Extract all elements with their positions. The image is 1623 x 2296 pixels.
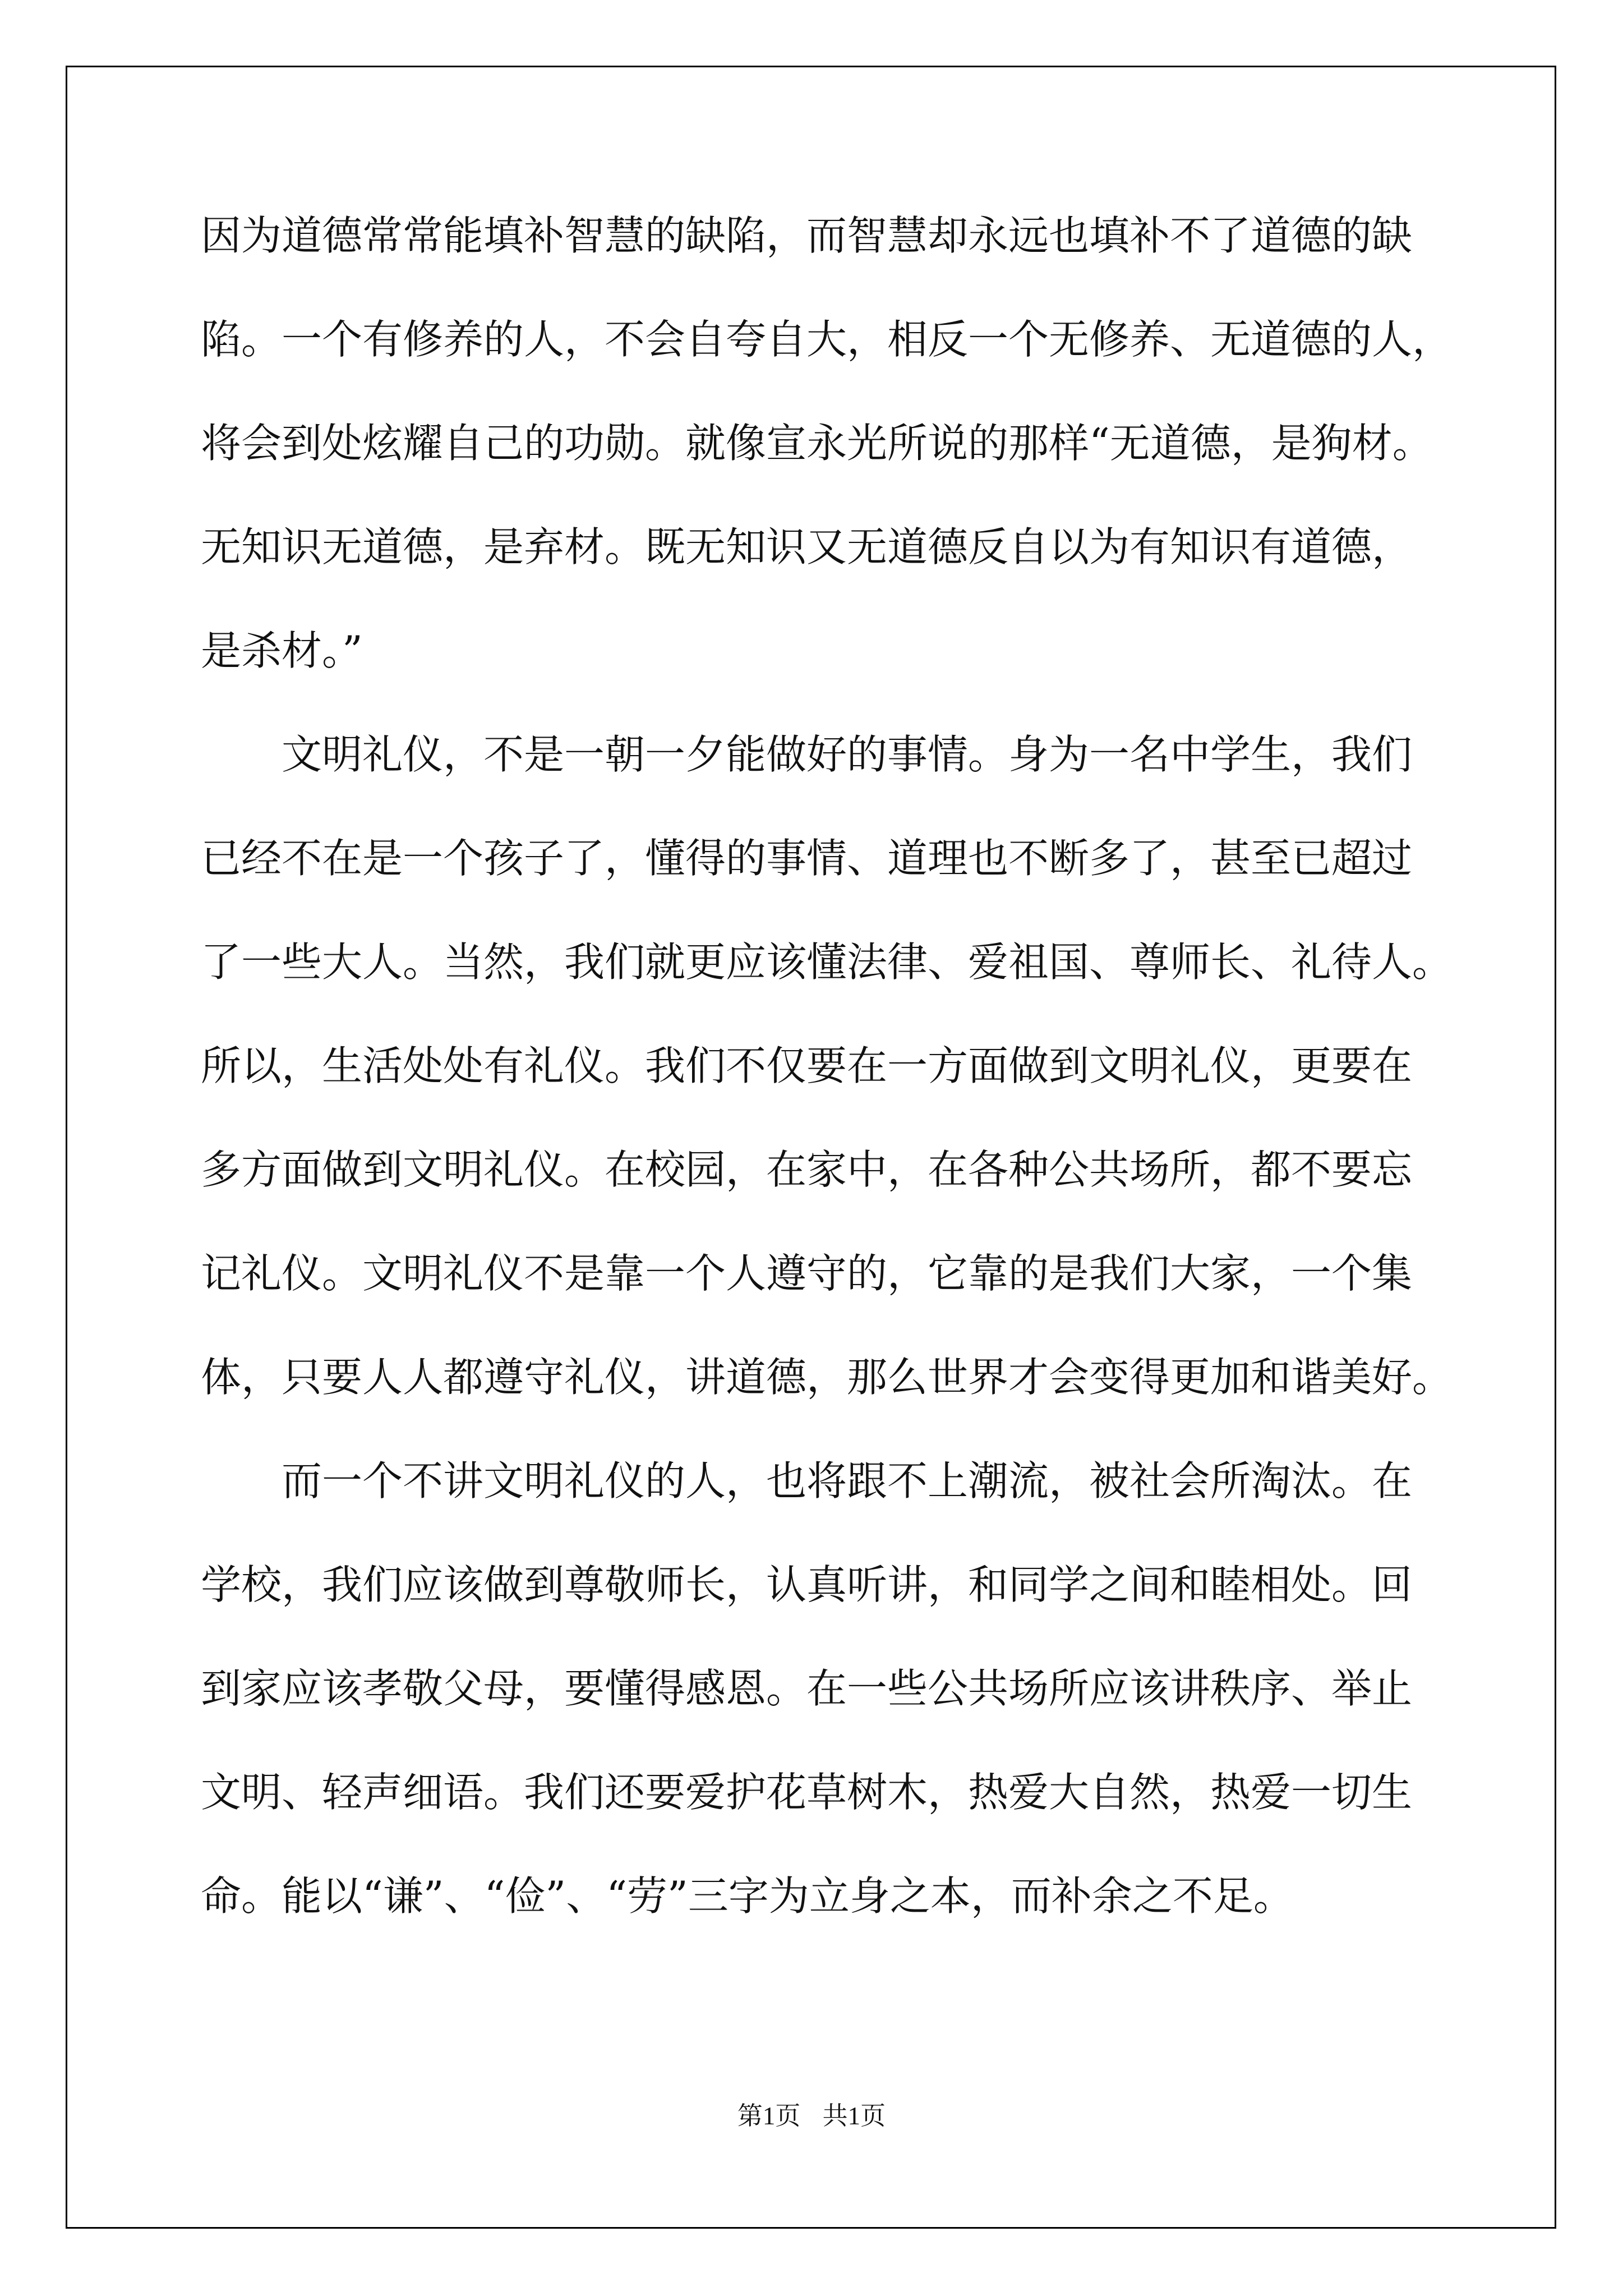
- text-line: 学校，我们应该做到尊敬师长，认真听讲，和同学之间和睦相处。回: [201, 1561, 1413, 1608]
- text-line: 到家应该孝敬父母，要懂得感恩。在一些公共场所应该讲秩序、举止: [201, 1665, 1413, 1712]
- text-line: 多方面做到文明礼仪。在校园，在家中，在各种公共场所，都不要忘: [201, 1146, 1413, 1193]
- text-line: 因为道德常常能填补智慧的缺陷，而智慧却永远也填补不了道德的缺: [201, 212, 1413, 259]
- page-footer: [0, 2095, 1623, 2132]
- text-line: 将会到处炫耀自己的功勋。就像宣永光所说的那样“无道德，是狗材。: [201, 420, 1433, 467]
- text-line: 已经不在是一个孩子了，懂得的事情、道理也不断多了，甚至已超过: [201, 835, 1413, 882]
- text-line: 所以，生活处处有礼仪。我们不仅要在一方面做到文明礼仪，更要在: [201, 1042, 1413, 1089]
- text-line: 命。能以“谦”、“俭”、“劳”三字为立身之本，而补余之不足。: [201, 1872, 1294, 1920]
- text-line: 陷。一个有修养的人，不会自夸自大，相反一个无修养、无道德的人，: [201, 316, 1453, 363]
- text-line: 而一个不讲文明礼仪的人，也将跟不上潮流，被社会所淘汰。在: [201, 1457, 1413, 1504]
- text-line: 文明、轻声细语。我们还要爱护花草树木，热爱大自然，热爱一切生: [201, 1769, 1413, 1816]
- text-line: 记礼仪。文明礼仪不是靠一个人遵守的，它靠的是我们大家，一个集: [201, 1250, 1413, 1297]
- text-line: 体，只要人人都遵守礼仪，讲道德，那么世界才会变得更加和谐美好。: [201, 1354, 1453, 1401]
- document-body: [201, 210, 1453, 1975]
- page-number-total: 共1页: [822, 2102, 886, 2130]
- text-line: 了一些大人。当然，我们就更应该懂法律、爱祖国、尊师长、礼待人。: [201, 938, 1453, 986]
- text-line: 无知识无道德，是弃材。既无知识又无道德反自以为有知识有道德，: [201, 523, 1413, 570]
- text-line: 是杀材。”: [201, 627, 363, 674]
- page-number-current: 第1页: [737, 2102, 801, 2130]
- text-line: 文明礼仪，不是一朝一夕能做好的事情。身为一名中学生，我们: [201, 731, 1413, 778]
